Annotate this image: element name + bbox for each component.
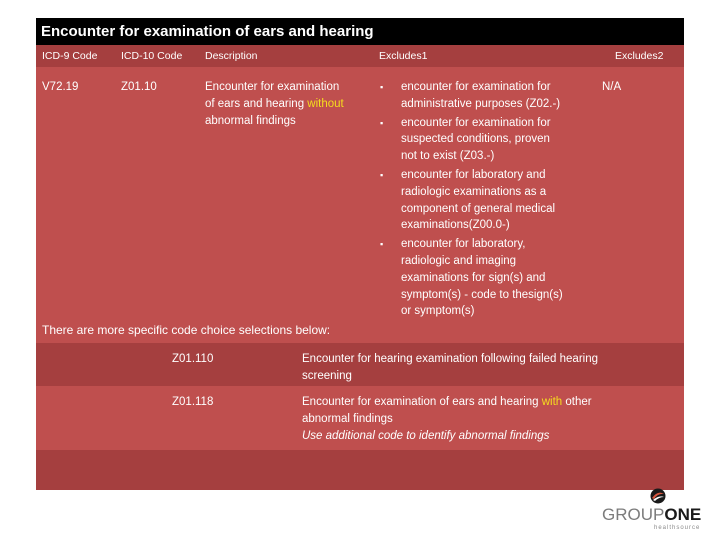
bullet-icon: ▪	[380, 82, 384, 92]
excludes1-text: encounter for examination for	[401, 81, 551, 93]
bullet-icon: ▪	[380, 239, 384, 250]
bullet-icon: ▪	[380, 117, 384, 128]
sub-description	[302, 351, 677, 385]
description-line	[205, 96, 375, 113]
excludes1-text: not to exist (Z03.-)	[401, 150, 495, 163]
slide	[36, 18, 684, 490]
description-line: Encounter for examination	[205, 81, 340, 93]
logo-text-bold: ONE	[664, 505, 702, 524]
sub-description-line: abnormal findings	[302, 412, 393, 425]
table-row	[36, 67, 684, 339]
excludes1-text: or symptom(s)	[401, 305, 475, 318]
bullet-icon: ▪	[380, 169, 384, 180]
sub-description-text: Encounter for examination of ears and hearing	[302, 396, 542, 408]
sub-description-text: other	[562, 396, 592, 408]
sub-code: Z01.118	[172, 396, 214, 408]
description-line: abnormal findings	[205, 114, 296, 127]
excludes1-text: component of general medical	[401, 202, 556, 215]
header-icd10: ICD-10 Code	[121, 50, 183, 62]
logo-swoosh-icon	[650, 488, 666, 504]
table-row-empty	[36, 450, 684, 490]
excludes1-text: radiologic and imaging	[401, 254, 517, 267]
sub-description-note: Use additional code to identify abnormal findings	[302, 429, 550, 442]
excludes1-text: administrative purposes (Z02.-)	[401, 97, 561, 110]
sub-description-line: Encounter for hearing examination following failed hearing	[302, 353, 598, 365]
page-title: Encounter for examination of ears and hearing	[36, 18, 684, 45]
excludes1-text: encounter for examination for	[401, 116, 551, 129]
list-item	[374, 115, 624, 165]
table-row	[36, 386, 684, 450]
icd9-code: V72.19	[42, 81, 79, 93]
description-cell	[205, 79, 375, 129]
excludes1-list	[374, 79, 624, 320]
header-excludes2: Excludes2	[615, 50, 664, 62]
list-item	[374, 236, 624, 320]
table-header-row	[36, 45, 684, 67]
header-description: Description	[205, 50, 258, 62]
header-icd9: ICD-9 Code	[42, 50, 98, 62]
logo-subtext: healthsource	[654, 525, 701, 531]
table-row	[36, 343, 684, 386]
list-item	[374, 79, 624, 113]
sub-description-line	[302, 394, 677, 411]
sub-description-line: screening	[302, 369, 352, 382]
logo	[602, 488, 714, 534]
list-item	[374, 167, 624, 234]
logo-wordmark	[602, 505, 701, 525]
excludes2-value: N/A	[602, 81, 622, 93]
excludes1-text: symptom(s) - code to thesign(s)	[401, 288, 563, 301]
description-highlight: without	[307, 97, 344, 110]
sub-description-highlight: with	[541, 396, 563, 408]
sub-code: Z01.110	[172, 353, 214, 365]
sub-description	[302, 394, 677, 444]
excludes1-text: suspected conditions, proven	[401, 133, 550, 146]
excludes1-text: examinations for sign(s) and	[401, 271, 546, 284]
logo-text-light: GROUP	[602, 505, 665, 524]
more-codes-note: There are more specific code choice selections below:	[36, 317, 684, 343]
description-text: of ears and hearing	[205, 97, 308, 110]
excludes1-text: encounter for laboratory,	[401, 238, 526, 251]
header-excludes1: Excludes1	[379, 50, 428, 62]
excludes1-text: examinations(Z00.0-)	[401, 219, 510, 232]
excludes1-text: encounter for laboratory and	[401, 168, 546, 181]
icd10-code: Z01.10	[121, 81, 157, 93]
excludes1-text: radiologic examinations as a	[401, 185, 547, 198]
